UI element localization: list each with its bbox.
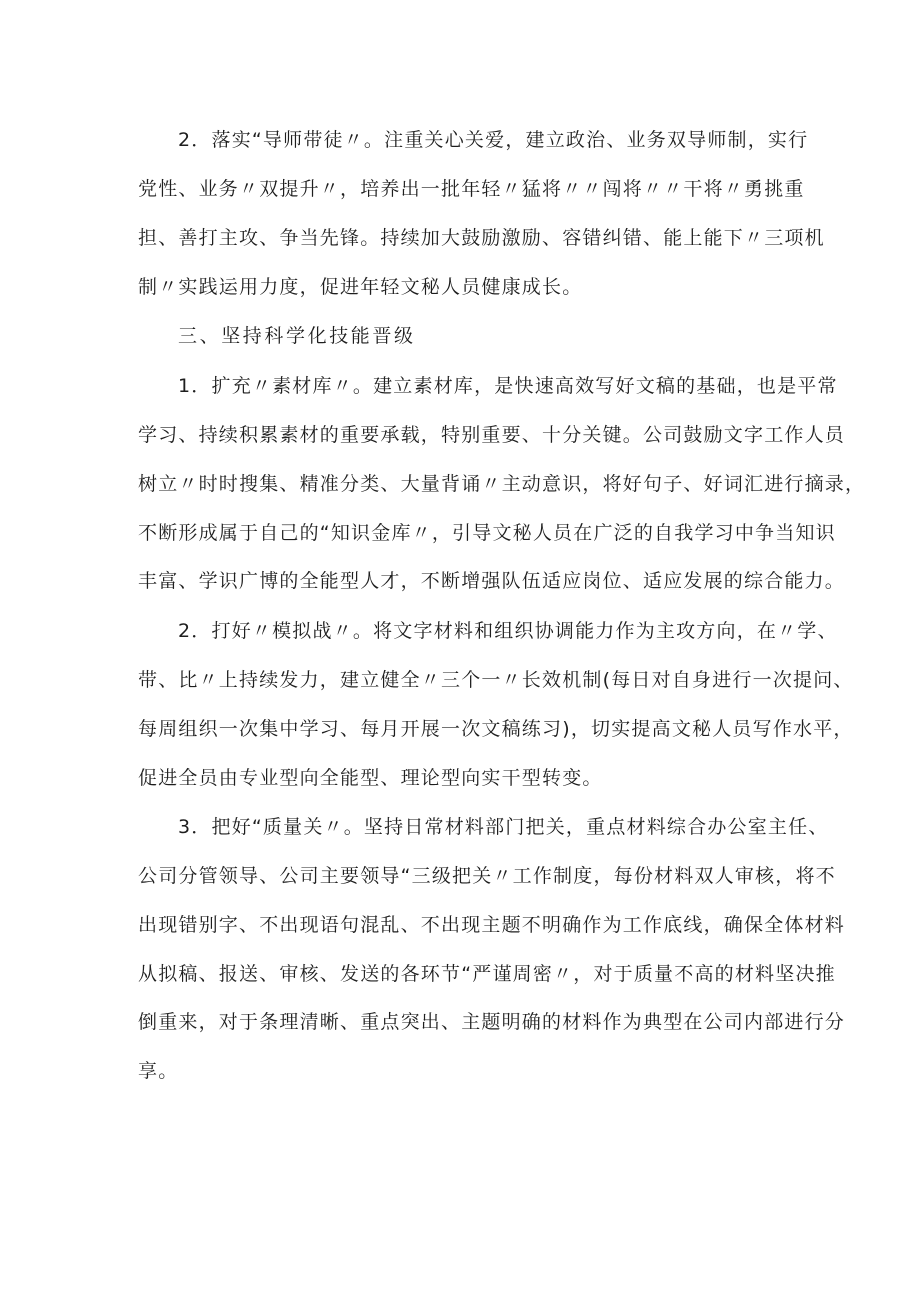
- paragraph-line: 学习、持续积累素材的重要承载，特别重要、十分关键。公司鼓励文字工作人员: [138, 424, 846, 446]
- section-heading: 三、坚持科学化技能晋级: [178, 325, 416, 347]
- paragraph-line: 不断形成属于自己的“知识金库〃，引导文秘人员在广泛的自我学习中争当知识: [138, 522, 836, 544]
- paragraph-line: 2．落实“导师带徒〃。注重关心关爱，建立政治、业务双导师制，实行: [178, 129, 809, 151]
- paragraph-line: 3．把好“质量关〃。坚持日常材料部门把关，重点材料综合办公室主任、: [178, 816, 829, 838]
- paragraph-line: 带、比〃上持续发力，建立健全〃三个一〃长效机制(每日对自身进行一次提问、: [138, 669, 854, 691]
- paragraph-line: 出现错别字、不出现语句混乱、不出现主题不明确作为工作底线，确保全体材料: [138, 914, 846, 936]
- paragraph-line: 公司分管领导、公司主要领导“三级把关〃工作制度，每份材料双人审核，将不: [138, 865, 836, 887]
- paragraph-line: 制〃实践运用力度，促进年轻文秘人员健康成长。: [138, 276, 583, 298]
- paragraph-line: 从拟稿、报送、审核、发送的各环节“严谨周密〃，对于质量不高的材料坚决推: [138, 963, 836, 985]
- paragraph-line: 倒重来，对于条理清晰、重点突出、主题明确的材料作为典型在公司内部进行分: [138, 1011, 846, 1033]
- paragraph-line: 丰富、学识广博的全能型人才，不断增强队伍适应岗位、适应发展的综合能力。: [138, 570, 846, 592]
- paragraph-line: 1．扩充〃素材库〃。建立素材库，是快速高效写好文稿的基础，也是平常: [178, 375, 838, 397]
- paragraph-line: 树立〃时时搜集、精准分类、大量背诵〃主动意识，将好句子、好词汇进行摘录，: [138, 473, 866, 495]
- paragraph-line: 党性、业务〃双提升〃，培养出一批年轻〃猛将〃〃闯将〃〃干将〃勇挑重: [138, 178, 805, 200]
- paragraph-line: 享。: [138, 1060, 179, 1082]
- paragraph-line: 每周组织一次集中学习、每月开展一次文稿练习)，切实提高文秘人员写作水平，: [138, 718, 854, 740]
- paragraph-line: 担、善打主攻、争当先锋。持续加大鼓励激励、容错纠错、能上能下〃三项机: [138, 227, 825, 249]
- paragraph-line: 促进全员由专业型向全能型、理论型向实干型转变。: [138, 767, 603, 789]
- paragraph-line: 2．打好〃模拟战〃。将文字材料和组织协调能力作为主攻方向，在〃学、: [178, 620, 838, 642]
